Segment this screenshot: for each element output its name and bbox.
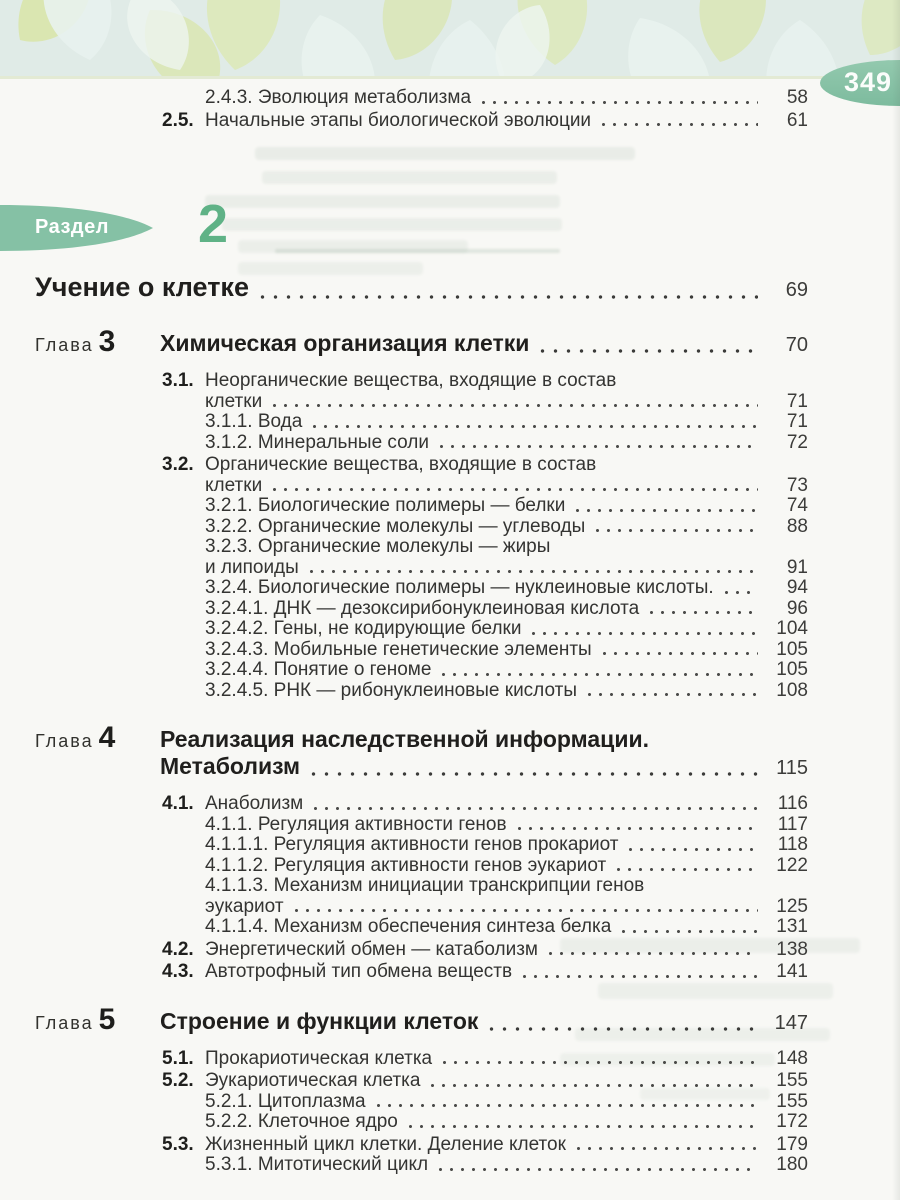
toc-entry-page: 72 [786,431,808,453]
dot-leader [256,293,758,301]
toc-entry [35,1092,808,1113]
chapter-title-lines [160,726,808,782]
dot-leader [545,950,758,957]
toc-entry-title: 5.2.1. Цитоплазма [205,1090,366,1112]
toc-entry-page: 122 [776,854,808,876]
dot-leader [438,671,758,678]
chapter-label: Глава [35,1012,94,1033]
chapter-title-line [160,1008,808,1037]
dot-leader [721,589,758,596]
dot-leader [307,770,758,778]
toc-entry [35,455,808,476]
toc-entry [35,433,808,454]
toc-entry-title: эукариот [205,895,284,917]
toc-entry-title: 3.2.4.2. Гены, не кодирующие белки [205,618,522,639]
toc-entry-page: 116 [777,793,808,814]
toc-entry-number: 3.1. [162,370,194,391]
toc-entry [35,111,808,132]
toc-entry-title: 4.1.1. Регуляция активности генов [205,813,507,835]
chapter-label: Глава [35,731,94,751]
toc-entry-number: 4.2. [162,938,194,960]
chapter-title: Химическая организация клетки [160,330,530,356]
toc-entry-number: 4.1. [162,793,194,814]
toc-entry [35,371,808,392]
dot-leader [269,402,758,409]
toc-entry [35,940,808,961]
dot-leader [306,568,758,575]
toc-entry [35,917,808,938]
toc-entry-title: Автотрофный тип обмена веществ [205,961,513,982]
toc-entry-page: 71 [786,390,808,412]
toc-entry [35,578,808,599]
dot-leader [592,527,758,534]
chapter-page: 70 [785,334,808,356]
chapter-heading-row [35,325,808,359]
toc-entry-page: 179 [776,1133,808,1155]
toc-entry-page: 125 [776,895,808,917]
toc-entry [35,794,808,815]
toc-entry [35,1071,808,1092]
dot-leader [613,866,758,873]
toc-entry-page: 108 [776,679,808,701]
toc-entry-page: 94 [786,577,808,598]
section-badge-row [0,194,808,254]
toc-entry-title: Энергетический обмен — катаболизм [205,938,538,960]
dot-leader [373,1102,758,1109]
dot-leader [584,691,758,698]
toc-entry-title: Эукариотическая клетка [205,1070,421,1091]
toc-entry [35,681,808,702]
toc-entry-page: 104 [776,618,808,639]
toc-entry-number: 2.5. [162,109,194,131]
toc-entry-title: 4.1.1.3. Механизм инициации транскрипции генов [205,875,645,896]
toc-entry-title: 3.1.2. Минеральные соли [205,431,429,453]
dot-leader [573,1145,758,1152]
toc-entry-title: Органические вещества, входящие в состав [205,454,597,475]
toc-entry-title: 2.4.3. Эволюция метаболизма [205,87,472,108]
toc-entry [35,876,808,897]
toc-entry-page: 180 [776,1154,808,1175]
toc-entry-page: 61 [786,109,808,131]
toc-entry-page: 71 [786,411,808,432]
toc-entry-page: 88 [786,515,808,537]
toc-entry-title: 3.2.4.3. Мобильные генетические элементы [205,638,592,660]
chapter-label-group [35,325,160,359]
dot-leader [435,1166,758,1173]
toc-entry-page: 73 [786,474,808,496]
toc-entry-page: 138 [776,938,808,960]
dot-leader [436,443,758,450]
toc-entry-page: 91 [786,556,808,578]
toc-entry-number: 5.1. [162,1047,194,1069]
toc-entry-page: 155 [776,1090,808,1112]
toc-entry-title: 3.2.4.5. РНК — рибонуклеиновые кислоты [205,679,577,701]
dot-leader [528,630,758,637]
chapter-number: 5 [98,1002,116,1036]
page-number: 349 [844,67,893,97]
toc-entry-title: 5.3.1. Митотический цикл [205,1154,429,1175]
part-title-row [35,272,808,305]
toc-entry [35,660,808,681]
toc-entry-title: Начальные этапы биологической эволюции [205,109,592,131]
dot-leader [427,1082,758,1089]
toc-entry-title: Неорганические вещества, входящие в состав [205,370,617,391]
chapter-title-line [160,753,808,782]
chapter-title: Метаболизм [160,753,301,779]
chapter-label-group [35,1003,160,1037]
dot-leader [625,846,758,853]
toc-entry [35,619,808,640]
table-of-contents [35,88,808,1176]
toc-entry-title: 4.1.1.2. Регуляция активности генов эукариот [205,854,607,876]
dot-leader [519,973,758,980]
dot-leader [291,907,758,914]
dot-leader [514,825,758,832]
toc-entry-page: 96 [786,597,808,619]
toc-entry-title: 3.2.2. Органические молекулы — углеводы [205,515,586,537]
chapter-number: 4 [98,721,116,754]
toc-entry-page: 118 [777,834,808,855]
toc-entry [35,962,808,983]
chapter-heading-row [35,721,808,782]
toc-entry [35,88,808,109]
toc-entry [35,1155,808,1176]
toc-entry-title: 5.2.2. Клеточное ядро [205,1111,398,1132]
toc-entry-title: и липоиды [205,556,299,578]
toc-entry-title: Анаболизм [205,793,304,814]
toc-entry [35,476,808,497]
toc-entry-page: 155 [776,1070,808,1091]
toc-entry-title: 3.2.1. Биологические полимеры — белки [205,495,566,516]
chapter-label-group [35,721,160,755]
toc-entry-title: клетки [205,390,263,412]
chapter-page: 115 [776,757,808,779]
toc-entry-title: 3.2.4.4. Понятие о геноме [205,659,432,680]
toc-entry-title: 3.2.3. Органические молекулы — жиры [205,536,551,557]
toc-entry [35,412,808,433]
toc-entry-page: 131 [776,916,808,937]
toc-entry [35,1135,808,1156]
toc-entry-title: Прокариотическая клетка [205,1047,433,1069]
toc-entry [35,1049,808,1070]
toc-entry [35,392,808,413]
toc-entry-number: 5.3. [162,1133,194,1155]
dot-leader [310,805,758,812]
toc-entry-number: 3.2. [162,454,194,475]
toc-entry [35,558,808,579]
dot-leader [439,1059,758,1066]
toc-entry-title: 4.1.1.1. Регуляция активности генов прокариот [205,834,619,855]
dot-leader [405,1123,758,1130]
toc-entry-number: 5.2. [162,1070,194,1091]
toc-entry-page: 105 [776,638,808,660]
toc-entry-title: клетки [205,474,263,496]
toc-entry-page: 172 [776,1111,808,1132]
part-page: 69 [785,279,808,301]
toc-entry-title: Жизненный цикл клетки. Деление клеток [205,1133,566,1155]
leaf-pattern [0,0,900,76]
dot-leader [598,121,758,128]
chapter-title-line [160,726,808,753]
toc-entry [35,517,808,538]
toc-entry [35,897,808,918]
toc-entry-page: 141 [776,961,808,982]
dot-leader [646,609,758,616]
toc-entry [35,599,808,620]
dot-leader [618,928,758,935]
chapter-label: Глава [35,335,94,355]
dot-leader [269,486,758,493]
dot-leader [536,347,758,355]
toc-entry-title: 4.1.1.4. Механизм обеспечения синтеза белка [205,916,612,937]
toc-entry [35,1112,808,1133]
part-title: Учение о клетке [35,272,249,302]
chapter-number: 3 [98,325,116,358]
scan-page-edge [892,0,900,1200]
dot-leader [478,99,758,106]
decorative-leaf-band [0,0,900,79]
toc-entry-page: 148 [776,1047,808,1069]
chapter-page: 147 [774,1011,808,1034]
chapter-title: Строение и функции клеток [160,1007,479,1034]
toc-entry [35,537,808,558]
dot-leader [485,1025,758,1033]
section-badge-label: Раздел [35,216,109,238]
toc-entry-number: 4.3. [162,961,194,982]
chapter-heading-row [35,1003,808,1037]
toc-entry-page: 74 [786,495,808,516]
toc-entry [35,856,808,877]
toc-entry-title: 3.2.4.1. ДНК — дезоксирибонуклеиновая кислота [205,597,640,619]
toc-entry-page: 117 [777,813,808,835]
chapter-title: Реализация наследственной информации. [160,726,649,752]
toc-entry [35,640,808,661]
chapter-title-line [160,330,808,359]
dot-leader [599,650,758,657]
toc-entry [35,835,808,856]
toc-entry-page: 58 [786,87,808,108]
chapter-title-lines [160,330,808,359]
toc-entry [35,815,808,836]
chapter-title-lines [160,1008,808,1037]
toc-entry-title: 3.2.4. Биологические полимеры — нуклеиновые кислоты. [205,577,714,598]
dot-leader [309,423,758,430]
toc-entry [35,496,808,517]
section-number: 2 [198,194,229,254]
toc-entry-page: 105 [776,659,808,680]
dot-leader [572,507,758,514]
toc-entry-title: 3.1.1. Вода [205,411,303,432]
